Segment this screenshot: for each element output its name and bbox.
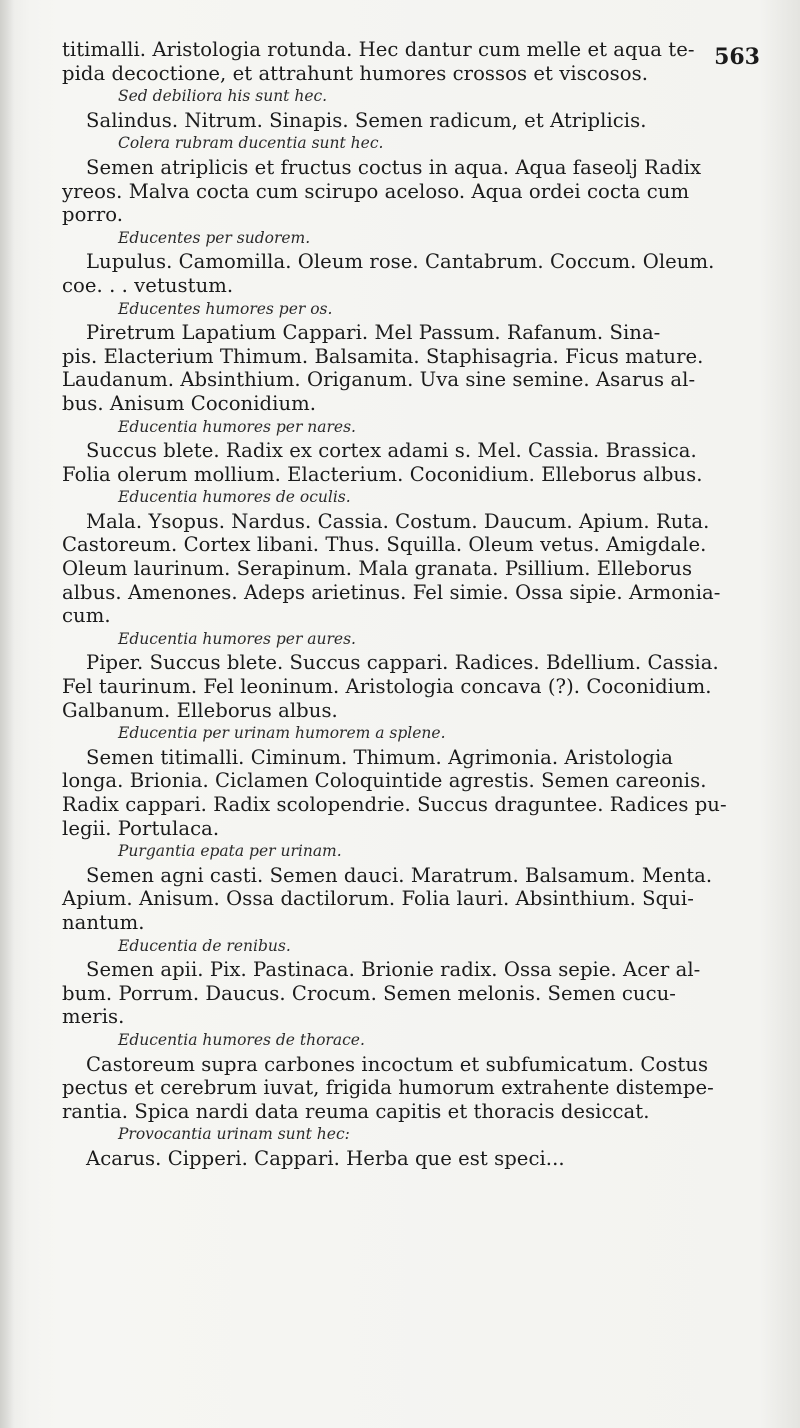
text-line: pida decoctione, et attrahunt humores crossos et viscosos.: [62, 61, 648, 85]
section-heading: Educentes humores per os.: [118, 299, 333, 318]
text-line: Oleum laurinum. Serapinum. Mala granata. Psillium. Elleborus: [62, 557, 693, 581]
text-line: Laudanum. Absinthium. Origanum. Uva sine semine. Asarus al-: [62, 368, 696, 392]
text-line: Semen titimalli. Ciminum. Thimum. Agrimonia. Aristologia: [86, 745, 673, 769]
text-line: titimalli. Aristologia rotunda. Hec dantur cum melle et aqua te-: [62, 38, 695, 61]
text-line: pis. Elacterium Thimum. Balsamita. Staphisagria. Ficus mature.: [62, 344, 704, 368]
section-heading: Educentia humores de thorace.: [118, 1030, 365, 1049]
section-heading: Purgantia epata per urinam.: [118, 842, 342, 861]
text-line: Lupulus. Camomilla. Oleum rose. Cantabrum. Coccum. Oleum.: [86, 250, 715, 274]
text-line: bum. Porrum. Daucus. Crocum. Semen melonis. Semen cucu-: [62, 981, 676, 1005]
text-line: meris.: [62, 1005, 125, 1029]
text-line: Mala. Ysopus. Nardus. Cassia. Costum. Daucum. Apium. Ruta.: [86, 509, 710, 533]
section-heading: Sed debiliora his sunt hec.: [118, 87, 328, 106]
section-heading: Educentes per sudorem.: [118, 228, 311, 247]
section-heading: Educentia humores per nares.: [118, 417, 356, 436]
text-line: yreos. Malva cocta cum scirupo aceloso. Aqua ordei cocta cum: [62, 179, 690, 203]
page-number: 563: [714, 44, 760, 70]
text-line: Castoreum supra carbones incoctum et subfumicatum. Costus: [86, 1052, 709, 1076]
text-line: longa. Brionia. Ciclamen Coloquintide agrestis. Semen careonis.: [62, 769, 707, 793]
text-line: Fel taurinum. Fel leoninum. Aristologia concava (?). Coconidium.: [62, 675, 712, 699]
text-line: Galbanum. Elleborus albus.: [62, 698, 338, 722]
text-line: bus. Anisum Coconidium.: [62, 391, 317, 415]
text-line: albus. Amenones. Adeps arietinus. Fel simie. Ossa sipie. Armonia-: [62, 580, 721, 604]
page-edge-shadow: [0, 0, 14, 1428]
section-heading: Educentia humores per aures.: [118, 629, 356, 648]
text-line: rantia. Spica nardi data reuma capitis et thoracis desiccat.: [62, 1099, 650, 1123]
text-line: Semen agni casti. Semen dauci. Maratrum. Balsamum. Menta.: [86, 863, 713, 887]
text-line: coe. . . vetustum.: [62, 273, 234, 297]
text-line: Piper. Succus blete. Succus cappari. Radices. Bdellium. Cassia.: [86, 651, 719, 675]
text-line: Acarus. Cipperi. Cappari. Herba que est speci...: [86, 1146, 565, 1170]
section-heading: Colera rubram ducentia sunt hec.: [118, 134, 384, 153]
text-block: [62, 38, 756, 1171]
text-line: pectus et cerebrum iuvat, frigida humorum extrahente distempe-: [62, 1076, 714, 1100]
text-line: Folia olerum mollium. Elacterium. Coconidium. Elleborus albus.: [62, 462, 703, 486]
section-heading: Provocantia urinam sunt hec:: [118, 1125, 350, 1144]
text-line: Castoreum. Cortex libani. Thus. Squilla. Oleum vetus. Amigdale.: [62, 533, 707, 557]
section-heading: Educentia de renibus.: [118, 936, 291, 955]
section-heading: Educentia per urinam humorem a splene.: [118, 724, 446, 743]
text-line: cum.: [62, 604, 111, 628]
section-heading: Educentia humores de oculis.: [118, 488, 351, 507]
text-line: Semen atriplicis et fructus coctus in aqua. Aqua faseolj Radix: [86, 155, 702, 179]
text-line: Succus blete. Radix ex cortex adami s. Mel. Cassia. Brassica.: [86, 439, 697, 463]
text-line: nantum.: [62, 910, 145, 934]
text-line: Piretrum Lapatium Cappari. Mel Passum. Rafanum. Sina-: [86, 321, 661, 345]
text-line: Apium. Anisum. Ossa dactilorum. Folia lauri. Absinthium. Squi-: [62, 887, 694, 911]
text-line: Radix cappari. Radix scolopendrie. Succus draguntee. Radices pu-: [62, 793, 727, 816]
text-line: Semen apii. Pix. Pastinaca. Brionie radix. Ossa sepie. Acer al-: [86, 958, 701, 982]
text-line: porro.: [62, 203, 124, 227]
text-line: Salindus. Nitrum. Sinapis. Semen radicum, et Atriplicis.: [86, 108, 647, 132]
text-line: legii. Portulaca.: [62, 816, 220, 840]
